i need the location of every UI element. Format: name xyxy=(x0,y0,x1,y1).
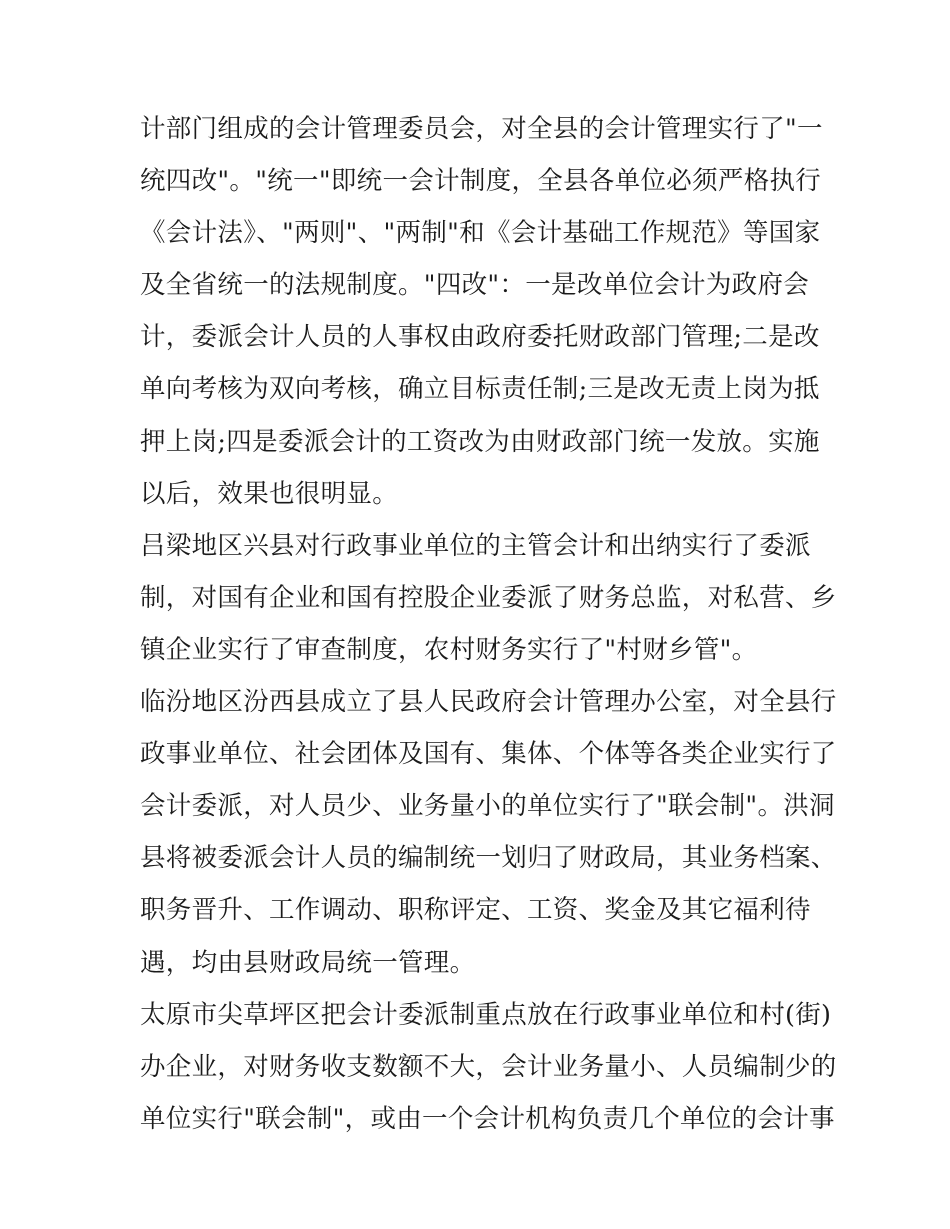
text-line: 及全省统一的法规制度。"四改"：一是改单位会计为政府会 xyxy=(140,270,810,301)
paragraph-fenxi-county xyxy=(140,676,837,989)
text-line: 以后，效果也很明显。 xyxy=(140,478,399,509)
text-line: 单位实行"联会制"，或由一个会计机构负责几个单位的会计事 xyxy=(140,1103,835,1134)
text-line: 统四改"。"统一"即统一会计制度，全县各单位必须严格执行 xyxy=(140,166,822,197)
text-line: 职务晋升、工作调动、职称评定、工资、奖金及其它福利待 xyxy=(140,895,811,926)
text-line: 县将被委派会计人员的编制统一划归了财政局，其业务档案、 xyxy=(140,843,837,874)
paragraph-county-accounting-committee xyxy=(140,103,830,520)
text-line: 单向考核为双向考核，确立目标责任制;三是改无责上岗为抵 xyxy=(140,374,820,405)
text-line: 计部门组成的会计管理委员会，对全县的会计管理实行了"一 xyxy=(140,114,823,144)
text-line: 遇，均由县财政局统一管理。 xyxy=(140,947,476,978)
text-line: 吕梁地区兴县对行政事业单位的主管会计和出纳实行了委派 xyxy=(140,530,811,561)
paragraph-jiancaoping-district xyxy=(140,989,837,1145)
text-line: 计，委派会计人员的人事权由政府委托财政部门管理;二是改 xyxy=(140,322,820,353)
text-line: 政事业单位、社会团体及国有、集体、个体等各类企业实行了 xyxy=(140,739,837,770)
text-line: 制，对国有企业和国有控股企业委派了财务总监，对私营、乡 xyxy=(140,582,837,613)
paragraph-xing-county xyxy=(140,520,837,676)
text-line: 会计委派，对人员少、业务量小的单位实行了"联会制"。洪洞 xyxy=(140,791,835,822)
text-line: 押上岗;四是委派会计的工资改为由财政部门统一发放。实施 xyxy=(140,426,820,457)
text-line: 临汾地区汾西县成立了县人民政府会计管理办公室，对全县行 xyxy=(140,687,837,718)
text-line: 《会计法》、"两则"、"两制"和《会计基础工作规范》等国家 xyxy=(140,218,821,249)
text-line: 办企业，对财务收支数额不大，会计业务量小、人员编制少的 xyxy=(140,1051,837,1082)
text-line: 太原市尖草坪区把会计委派制重点放在行政事业单位和村(街) xyxy=(140,999,832,1030)
text-line: 镇企业实行了审查制度，农村财务实行了"村财乡管"。 xyxy=(140,634,758,665)
document-body xyxy=(140,103,837,1145)
